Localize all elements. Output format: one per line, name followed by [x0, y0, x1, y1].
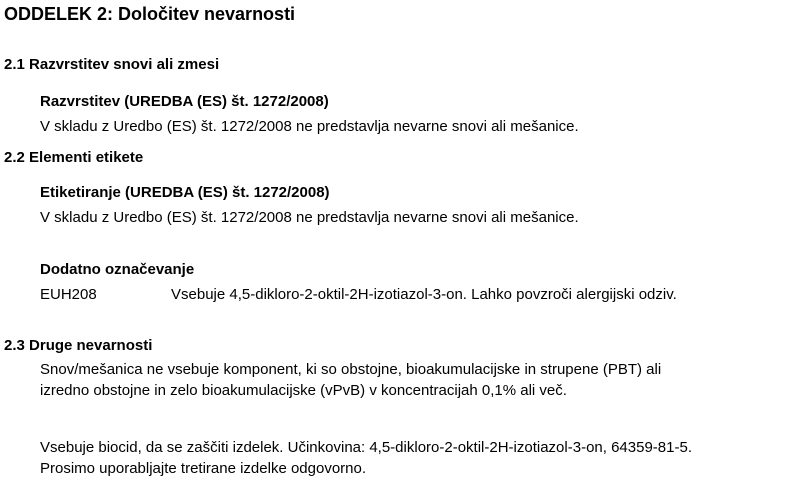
classification-text: V skladu z Uredbo (ES) št. 1272/2008 ne predstavlja nevarne snovi ali mešanice.	[40, 118, 579, 135]
heading-2-3: 2.3 Druge nevarnosti	[4, 337, 153, 354]
pbt-text-line-2: izredno obstojne in zelo bioakumulacijske (vPvB) v koncentracijah 0,1% ali več.	[40, 382, 567, 399]
euh-statement: Vsebuje 4,5-dikloro-2-oktil-2H-izotiazol-3-on. Lahko povzroči alergijski odziv.	[171, 286, 677, 303]
euh-code: EUH208	[40, 286, 97, 303]
additional-labelling-heading: Dodatno označevanje	[40, 261, 195, 278]
pbt-text-line-1: Snov/mešanica ne vsebuje komponent, ki so obstojne, bioakumulacijske in strupene (PBT) ali	[40, 361, 662, 378]
labelling-heading: Etiketiranje (UREDBA (ES) št. 1272/2008)	[40, 184, 330, 201]
labelling-text: V skladu z Uredbo (ES) št. 1272/2008 ne predstavlja nevarne snovi ali mešanice.	[40, 209, 579, 226]
heading-2-1: 2.1 Razvrstitev snovi ali zmesi	[4, 56, 220, 73]
biocide-text-line-2: Prosimo uporabljajte tretirane izdelke odgovorno.	[40, 460, 367, 477]
biocide-text-line-1: Vsebuje biocid, da se zaščiti izdelek. Učinkovina: 4,5-dikloro-2-oktil-2H-izotiazol-3-on, 64359-81-5.	[40, 439, 692, 456]
classification-heading: Razvrstitev (UREDBA (ES) št. 1272/2008)	[40, 93, 329, 110]
heading-2-2: 2.2 Elementi etikete	[4, 149, 144, 166]
section-title: ODDELEK 2: Določitev nevarnosti	[4, 4, 296, 24]
